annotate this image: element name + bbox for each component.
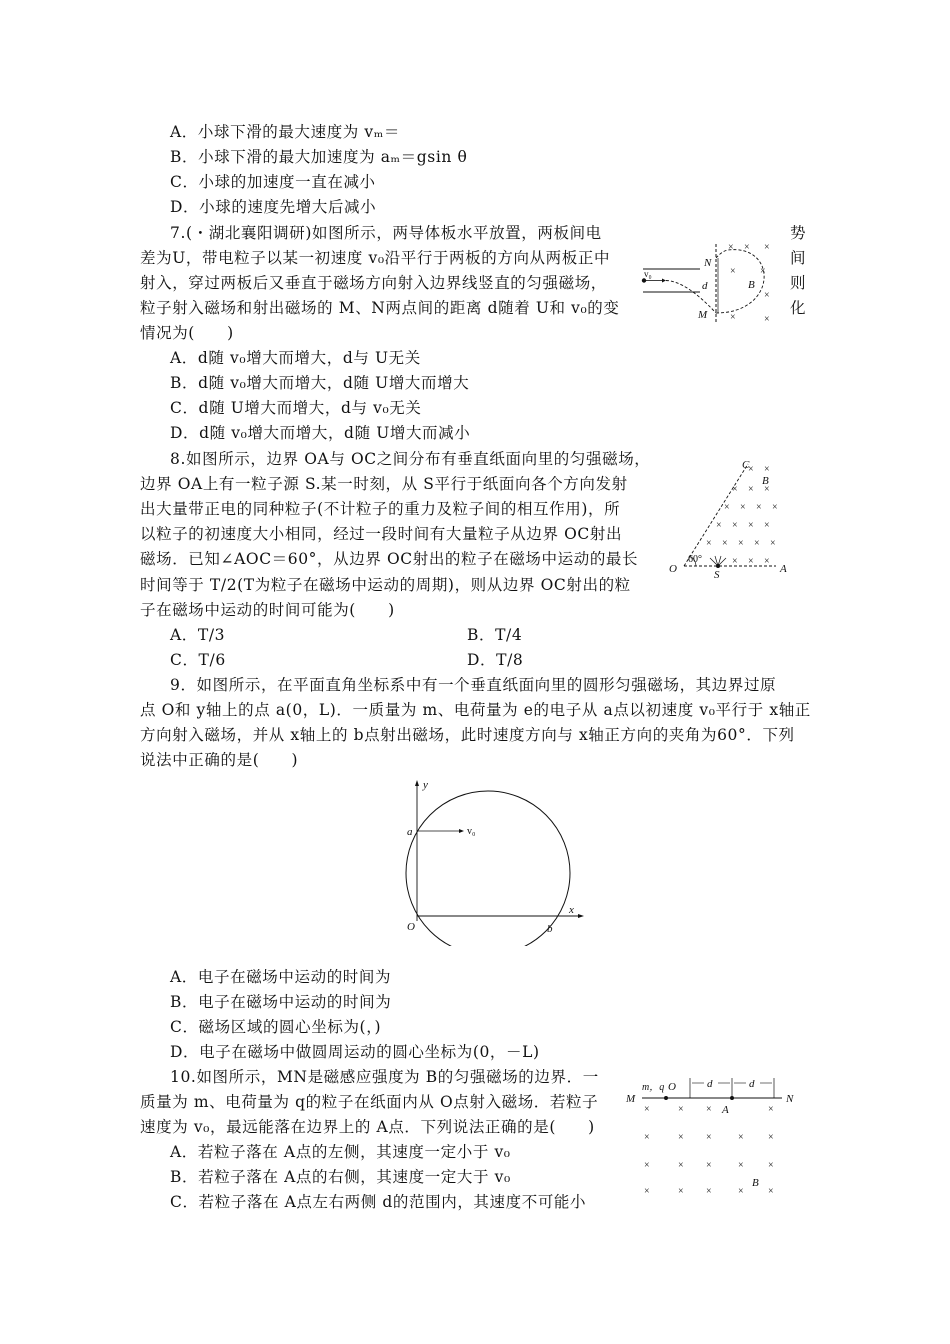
q10-mq-label: m，q [642, 1082, 665, 1093]
q7-d-label: d [702, 280, 708, 292]
q7-right-char-3: 则 [790, 274, 807, 292]
q9-b-label: b [547, 923, 553, 935]
q7-m-label: M [698, 309, 708, 321]
q7-cross: × [764, 290, 770, 301]
q10-cross: × [678, 1104, 684, 1115]
q8-b-label: B [762, 475, 769, 487]
q9-a-label: a [407, 826, 413, 838]
q10-cross: × [738, 1186, 744, 1197]
q9-x-label: x [569, 904, 574, 916]
q8-source-s [716, 564, 720, 568]
q8-line-2: 边界 OA上有一粒子源 S.某一时刻，从 S平行于纸面向各个方向发射 [140, 475, 628, 493]
q10-line-2: 质量为 m、电荷量为 q的粒子在纸面内从 O点射入磁场．若粒子 [140, 1093, 599, 1111]
q9-line-4: 说法中正确的是( ) [140, 751, 299, 769]
q7-n-label: N [704, 257, 712, 269]
q10-cross: × [738, 1160, 744, 1171]
q8-line-4: 以粒子的初速度大小相同，经过一段时间有大量粒子从边界 OC射出 [140, 525, 623, 543]
q7-right-char-2: 间 [790, 249, 807, 267]
q10-line-3: 速度为 v₀，最远能落在边界上的 A点．下列说法正确的是( ) [140, 1118, 595, 1136]
q8-cross: × [770, 538, 776, 549]
q7-cross: × [744, 242, 750, 253]
q8-option-c: C．T/6 [170, 651, 226, 669]
q10-d2-label: d [749, 1078, 755, 1090]
q7-option-c: C．d随 U增大而增大，d与 v₀无关 [170, 399, 422, 417]
q8-option-b: B．T/4 [467, 626, 523, 644]
q10-cross: × [678, 1132, 684, 1143]
q10-b-label: B [752, 1177, 759, 1189]
q8-cross: × [706, 538, 712, 549]
q8-cross: × [748, 484, 754, 495]
q10-line-1: 10.如图所示，MN是磁感应强度为 B的匀强磁场的边界．一 [170, 1068, 599, 1086]
q10-cross: × [706, 1132, 712, 1143]
q10-option-b: B．若粒子落在 A点的右侧，其速度一定大于 v₀ [170, 1168, 511, 1186]
q8-cross: × [764, 464, 770, 475]
q7-option-b: B．d随 v₀增大而增大，d随 U增大而增大 [170, 374, 470, 392]
q7-line-1: 7.(・湖北襄阳调研)如图所示，两导体板水平放置，两板间电 [170, 224, 602, 242]
q8-cross: × [748, 520, 754, 531]
q10-n-label: N [786, 1093, 794, 1105]
q8-line-6: 时间等于 T/2(T为粒子在磁场中运动的周期)，则从边界 OC射出的粒 [140, 576, 631, 594]
q8-c-label: C [742, 459, 750, 471]
q8-oc-boundary [684, 464, 748, 566]
q7-figure [638, 236, 788, 328]
q8-cross: × [738, 538, 744, 549]
q8-s-label: S [714, 569, 720, 578]
q8-line-5: 磁场．已知∠AOC＝60°，从边界 OC射出的粒子在磁场中运动的最长 [140, 550, 639, 568]
q10-cross: × [678, 1160, 684, 1171]
q9-line-2: 点 O和 y轴上的点 a(0，L)．一质量为 m、电荷量为 e的电子从 a点以初速度 v₀平行于 x轴正 [140, 701, 811, 719]
q7-line-5: 情况为( ) [140, 324, 234, 342]
q9-v0-label: v₀ [467, 826, 476, 837]
q8-cross: × [716, 520, 722, 531]
q10-cross: × [644, 1104, 650, 1115]
q7-v0-label: v₀ [644, 269, 652, 279]
q7-option-d: D．d随 v₀增大而增大，d随 U增大而减小 [170, 424, 471, 442]
q9-option-c: C．磁场区域的圆心坐标为(，) [170, 1018, 382, 1036]
q8-cross: × [740, 502, 746, 513]
q7-line-4: 粒子射入磁场和射出磁场的 M、N两点间的距离 d随着 U和 v₀的变 [140, 299, 620, 317]
q6-option-b: B．小球下滑的最大加速度为 aₘ＝gsin θ [170, 148, 468, 166]
q10-cross: × [644, 1186, 650, 1197]
q8-option-d: D．T/8 [467, 651, 524, 669]
q8-figure [666, 456, 796, 578]
q9-figure [395, 776, 595, 946]
q8-cross: × [772, 502, 778, 513]
q10-cross: × [678, 1186, 684, 1197]
q7-v0-arrowhead [662, 279, 666, 283]
q10-cross: × [738, 1132, 744, 1143]
q8-angle-label: 60° [688, 554, 702, 565]
q10-cross: × [768, 1104, 774, 1115]
q10-option-a: A．若粒子落在 A点的左侧，其速度一定小于 v₀ [170, 1143, 511, 1161]
q10-cross: × [644, 1160, 650, 1171]
q7-cross: × [730, 266, 736, 277]
q7-cross: × [764, 314, 770, 325]
q10-figure [624, 1070, 804, 1200]
q8-cross: × [754, 538, 760, 549]
q9-field-circle [406, 791, 570, 946]
q10-cross: × [768, 1132, 774, 1143]
q10-point-o [664, 1096, 668, 1100]
q6-option-c: C．小球的加速度一直在减小 [170, 173, 376, 191]
q8-cross: × [732, 556, 738, 567]
q9-option-d: D．电子在磁场中做圆周运动的圆心坐标为(0，－L) [170, 1043, 540, 1061]
q8-cross: × [732, 520, 738, 531]
q7-arc-path [716, 250, 764, 313]
q9-y-label: y [423, 779, 428, 791]
q10-option-c: C．若粒子落在 A点左右两侧 d的范围内，其速度不可能小 [170, 1193, 587, 1211]
q7-option-a: A．d随 v₀增大而增大，d与 U无关 [170, 349, 421, 367]
q10-cross: × [706, 1186, 712, 1197]
q6-option-d: D．小球的速度先增大后减小 [170, 198, 377, 216]
q8-line-1: 8.如图所示，边界 OA与 OC之间分布有垂直纸面向里的匀强磁场， [170, 450, 651, 468]
q9-line-3: 方向射入磁场，并从 x轴上的 b点射出磁场，此时速度方向与 x轴正方向的夹角为60°．下列 [140, 726, 795, 744]
q8-option-a: A．T/3 [170, 626, 226, 644]
q10-cross: × [706, 1160, 712, 1171]
q9-y-arrowhead [415, 780, 419, 786]
q7-right-char-1: 势 [790, 224, 807, 242]
q10-o-label: O [668, 1081, 676, 1093]
q7-cross: × [764, 242, 770, 253]
q9-line-1: 9．如图所示，在平面直角坐标系中有一个垂直纸面向里的圆形匀强磁场，其边界过原 [170, 676, 777, 694]
q8-cross: × [756, 502, 762, 513]
q8-line-3: 出大量带正电的同种粒子(不计粒子的重力及粒子间的相互作用)，所 [140, 500, 621, 518]
q8-cross: × [764, 484, 770, 495]
q8-cross: × [748, 556, 754, 567]
q8-cross: × [764, 556, 770, 567]
q8-a-label: A [780, 563, 787, 575]
q8-cross: × [724, 502, 730, 513]
q7-cross: × [730, 312, 736, 323]
q10-cross: × [768, 1160, 774, 1171]
q8-cross: × [748, 464, 754, 475]
q7-cross: × [760, 266, 766, 277]
q7-line-3: 射入，穿过两板后又垂直于磁场方向射入边界线竖直的匀强磁场， [140, 274, 607, 292]
q10-a-label: A [722, 1104, 729, 1116]
q10-cross: × [706, 1104, 712, 1115]
q7-line-2: 差为U，带电粒子以某一初速度 v₀沿平行于两板的方向从两板正中 [140, 249, 611, 267]
q9-x-arrowhead [578, 914, 584, 918]
q6-option-a: A．小球下滑的最大速度为 vₘ＝ [170, 123, 400, 141]
q7-cross: × [728, 242, 734, 253]
q7-b-label: B [748, 279, 755, 291]
q8-cross: × [732, 484, 738, 495]
q9-option-b: B．电子在磁场中运动的时间为 [170, 993, 392, 1011]
q8-cross: × [764, 520, 770, 531]
q8-o-label: O [669, 563, 677, 575]
q9-option-a: A．电子在磁场中运动的时间为 [170, 968, 392, 986]
q9-o-label: O [407, 921, 415, 933]
q9-v0-arrowhead [459, 829, 464, 833]
q7-deflected-path [666, 281, 716, 314]
q10-m-label: M [626, 1093, 636, 1105]
q8-line-7: 子在磁场中运动的时间可能为( ) [140, 601, 395, 619]
q10-cross: × [644, 1132, 650, 1143]
q10-d1-label: d [707, 1078, 713, 1090]
q8-cross: × [722, 538, 728, 549]
q7-right-char-4: 化 [790, 299, 807, 317]
q10-cross: × [768, 1186, 774, 1197]
